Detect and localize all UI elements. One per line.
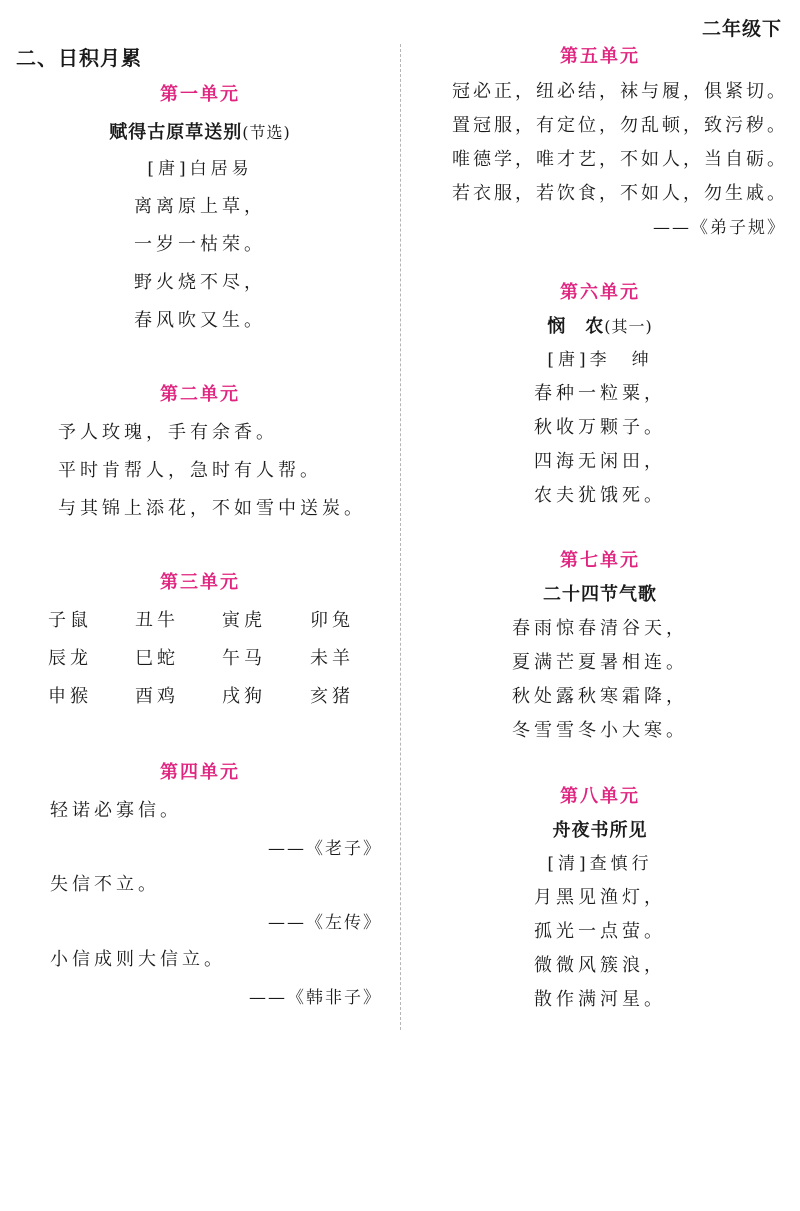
unit-3-title: 第三单元 bbox=[160, 572, 240, 593]
unit-6-title: 第六单元 bbox=[560, 282, 640, 303]
unit-1-author: [唐]白居易 bbox=[147, 159, 253, 179]
unit-2-title: 第二单元 bbox=[160, 384, 240, 405]
unit-8-title: 第八单元 bbox=[560, 786, 640, 807]
unit-7-poem-title: 二十四节气歌 bbox=[543, 584, 657, 605]
zodiac-cell: 辰龙 bbox=[48, 648, 92, 669]
unit-8-author: [清]查慎行 bbox=[547, 854, 653, 874]
unit-7-line: 夏满芒夏暑相连。 bbox=[512, 652, 688, 673]
unit-6-poem-title: 悯 农(其一) bbox=[547, 316, 653, 337]
zodiac-cell: 戌狗 bbox=[222, 686, 266, 707]
quote-source: ——《老子》 bbox=[268, 839, 382, 859]
unit-8-line: 微微风簇浪， bbox=[534, 955, 666, 976]
unit-6-poem-note: (其一) bbox=[604, 317, 653, 336]
unit-6-author: [唐]李 绅 bbox=[547, 350, 653, 370]
quote-source: ——《弟子规》 bbox=[653, 218, 786, 238]
unit-2-line: 与其锦上添花，不如雪中送炭。 bbox=[58, 498, 366, 519]
zodiac-cell: 寅虎 bbox=[222, 610, 266, 631]
zodiac-cell: 巳蛇 bbox=[135, 648, 179, 669]
unit-2-line: 平时肯帮人，急时有人帮。 bbox=[58, 460, 322, 481]
unit-5-line: 置冠服，有定位，勿乱顿，致污秽。 bbox=[452, 115, 788, 136]
unit-6-line: 四海无闲田， bbox=[534, 451, 666, 472]
zodiac-cell: 亥猪 bbox=[310, 686, 354, 707]
grade-label: 二年级下 bbox=[701, 18, 782, 40]
quote-text: 轻诺必寡信。 bbox=[50, 800, 182, 821]
unit-1-line: 离离原上草， bbox=[134, 196, 266, 217]
quote-source: ——《左传》 bbox=[268, 913, 382, 933]
zodiac-cell: 午马 bbox=[222, 648, 266, 669]
unit-2-line: 予人玫瑰，手有余香。 bbox=[58, 422, 278, 443]
zodiac-cell: 未羊 bbox=[310, 648, 354, 669]
zodiac-cell: 卯兔 bbox=[310, 610, 354, 631]
quote-text: 小信成则大信立。 bbox=[50, 949, 226, 970]
unit-5-line: 唯德学，唯才艺，不如人，当自砺。 bbox=[452, 149, 788, 170]
unit-5-title: 第五单元 bbox=[560, 46, 640, 67]
unit-4-title: 第四单元 bbox=[160, 762, 240, 783]
unit-1-poem-note: (节选) bbox=[242, 123, 291, 142]
section-title: 二、日积月累 bbox=[16, 46, 142, 70]
unit-7-line: 春雨惊春清谷天， bbox=[512, 618, 688, 639]
unit-8-line: 散作满河星。 bbox=[534, 989, 666, 1010]
unit-7-line: 冬雪雪冬小大寒。 bbox=[512, 720, 688, 741]
quote-text: 失信不立。 bbox=[50, 874, 160, 895]
zodiac-cell: 丑牛 bbox=[135, 610, 179, 631]
unit-7-title: 第七单元 bbox=[560, 550, 640, 571]
quote-source: ——《韩非子》 bbox=[249, 988, 382, 1008]
zodiac-cell: 申猴 bbox=[48, 686, 92, 707]
unit-1-title: 第一单元 bbox=[160, 84, 240, 105]
unit-8-line: 月黑见渔灯， bbox=[534, 887, 666, 908]
zodiac-cell: 子鼠 bbox=[48, 610, 92, 631]
unit-1-poem-title: 赋得古原草送别(节选) bbox=[109, 122, 291, 143]
unit-6-line: 春种一粒粟， bbox=[534, 383, 666, 404]
unit-7-line: 秋处露秋寒霜降， bbox=[512, 686, 688, 707]
unit-1-line: 野火烧不尽， bbox=[134, 272, 266, 293]
unit-8-line: 孤光一点萤。 bbox=[534, 921, 666, 942]
unit-5-line: 若衣服，若饮食，不如人，勿生戚。 bbox=[452, 183, 788, 204]
unit-6-line: 农夫犹饿死。 bbox=[534, 485, 666, 506]
unit-1-line: 春风吹又生。 bbox=[134, 310, 266, 331]
unit-6-line: 秋收万颗子。 bbox=[534, 417, 666, 438]
unit-8-poem-title: 舟夜书所见 bbox=[552, 820, 648, 841]
unit-5-line: 冠必正，纽必结，袜与履，俱紧切。 bbox=[452, 81, 788, 102]
unit-1-line: 一岁一枯荣。 bbox=[134, 234, 266, 255]
zodiac-cell: 酉鸡 bbox=[135, 686, 179, 707]
